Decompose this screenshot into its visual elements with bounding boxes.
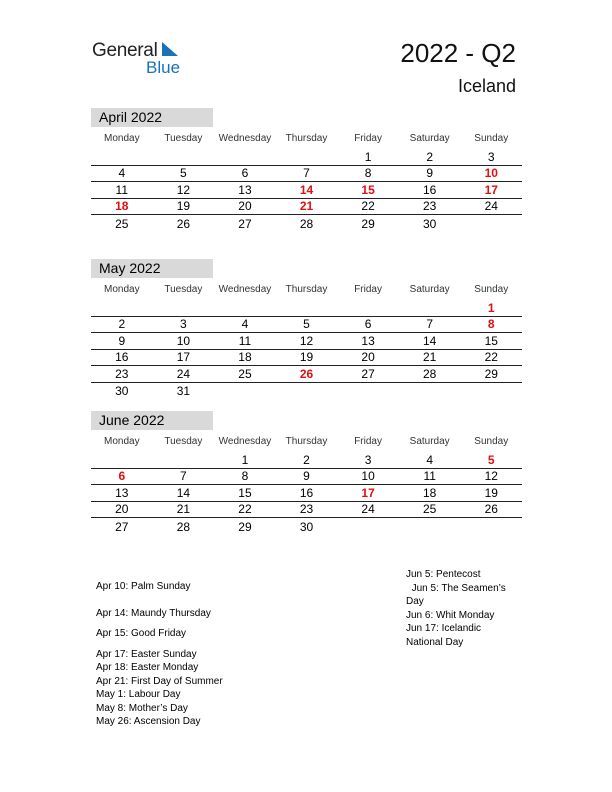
day-cell: 11 xyxy=(423,469,436,483)
holiday-item: Jun 6: Whit Monday xyxy=(406,609,495,621)
day-cell: 2 xyxy=(426,149,434,164)
day-cell: 27 xyxy=(115,519,129,534)
holiday-item: Apr 10: Palm Sunday xyxy=(96,581,191,592)
day-cell: 24 xyxy=(176,366,191,381)
day-cell: 12 xyxy=(484,469,498,483)
week-row xyxy=(91,350,522,367)
month-header: June 2022 xyxy=(91,411,213,430)
holiday-item: May 8: Mother’s Day xyxy=(96,702,188,714)
day-cell: 5 xyxy=(180,166,187,180)
day-cell: 25 xyxy=(115,216,129,231)
weekday-label: Wednesday xyxy=(218,132,272,144)
day-cell: 4 xyxy=(241,317,249,331)
day-cell: 27 xyxy=(361,366,375,381)
day-cell: 26 xyxy=(484,502,498,516)
week-row xyxy=(91,518,522,535)
week-row xyxy=(91,300,522,317)
day-cell: 26 xyxy=(299,366,314,381)
day-cell: 9 xyxy=(303,469,310,483)
holiday-item: May 1: Labour Day xyxy=(96,689,181,700)
day-cell: 4 xyxy=(426,452,434,467)
day-cell: 12 xyxy=(299,333,314,348)
month-may xyxy=(91,259,522,399)
day-cell: 3 xyxy=(487,149,495,164)
day-cell: 10 xyxy=(176,333,191,348)
day-cell: 15 xyxy=(238,485,252,500)
month-header: May 2022 xyxy=(91,259,213,278)
generalblue-logo xyxy=(92,40,192,80)
logo-blue-text: Blue xyxy=(146,58,181,77)
day-cell: 18 xyxy=(115,199,129,213)
day-cell: 6 xyxy=(364,317,372,331)
day-cell: 29 xyxy=(484,366,498,381)
holiday-item: Jun 5: The Seamen’s Day xyxy=(406,582,509,607)
day-cell: 25 xyxy=(423,502,437,516)
day-cell: 14 xyxy=(423,333,437,348)
day-cell: 3 xyxy=(180,317,187,331)
month-grid xyxy=(91,149,522,232)
holiday-list-left xyxy=(96,580,223,729)
day-cell: 31 xyxy=(176,384,191,398)
day-cell: 22 xyxy=(484,350,498,364)
day-cell: 19 xyxy=(299,350,314,364)
day-cell: 8 xyxy=(364,166,372,180)
day-cell: 15 xyxy=(484,333,498,348)
day-cell: 3 xyxy=(364,452,372,467)
day-cell: 28 xyxy=(299,216,314,231)
weekday-label: Monday xyxy=(104,132,140,144)
week-row xyxy=(91,485,522,502)
page-title: 2022 - Q2 xyxy=(400,38,516,68)
weekday-label: Tuesday xyxy=(164,435,203,447)
day-cell: 7 xyxy=(426,317,434,331)
day-cell: 5 xyxy=(487,452,495,467)
day-cell: 16 xyxy=(423,182,437,197)
logo-triangle-icon xyxy=(162,42,178,56)
week-row xyxy=(91,383,522,400)
day-cell: 14 xyxy=(299,182,314,197)
day-cell: 22 xyxy=(361,199,375,213)
weekday-header-row xyxy=(91,278,522,300)
day-cell: 28 xyxy=(423,366,437,381)
month-june xyxy=(91,411,522,535)
day-cell: 17 xyxy=(361,485,375,500)
day-cell: 18 xyxy=(423,485,437,500)
day-cell: 1 xyxy=(241,452,249,467)
week-row xyxy=(91,199,522,216)
day-cell: 30 xyxy=(299,519,314,534)
month-grid xyxy=(91,300,522,399)
holiday-item: Apr 18: Easter Monday xyxy=(96,662,199,673)
week-row xyxy=(91,149,522,166)
weekday-label: Sunday xyxy=(474,435,509,447)
holiday-item: May 26: Ascension Day xyxy=(96,716,201,727)
day-cell: 11 xyxy=(115,182,129,197)
holiday-list-right xyxy=(406,568,518,649)
weekday-label: Sunday xyxy=(474,132,509,144)
day-cell: 7 xyxy=(180,469,187,483)
day-cell: 22 xyxy=(238,502,252,516)
day-cell: 25 xyxy=(238,366,252,381)
week-row xyxy=(91,317,522,334)
day-cell: 1 xyxy=(364,149,372,164)
holiday-item: Apr 17: Easter Sunday xyxy=(96,648,197,660)
weekday-label: Thursday xyxy=(285,435,328,447)
day-cell: 17 xyxy=(484,182,498,197)
week-row xyxy=(91,502,522,519)
weekday-label: Friday xyxy=(354,283,382,295)
day-cell: 21 xyxy=(423,350,437,364)
day-cell: 10 xyxy=(361,469,375,483)
weekday-label: Saturday xyxy=(409,283,450,295)
day-cell: 20 xyxy=(238,199,252,213)
weekday-label: Saturday xyxy=(409,132,450,144)
day-cell: 29 xyxy=(238,519,252,534)
day-cell: 4 xyxy=(118,166,126,180)
day-cell: 8 xyxy=(241,469,249,483)
weekday-label: Wednesday xyxy=(218,435,272,447)
holiday-item: Apr 21: First Day of Summer xyxy=(96,675,223,687)
day-cell: 12 xyxy=(176,182,191,197)
day-cell: 1 xyxy=(487,300,495,315)
day-cell: 20 xyxy=(361,350,375,364)
day-cell: 23 xyxy=(299,502,314,516)
weekday-header-row xyxy=(91,127,522,149)
day-cell: 2 xyxy=(118,317,126,331)
day-cell: 30 xyxy=(423,216,437,231)
week-row xyxy=(91,469,522,486)
holiday-item: Apr 14: Maundy Thursday xyxy=(96,607,211,619)
week-row xyxy=(91,166,522,183)
day-cell: 21 xyxy=(176,502,191,516)
day-cell: 5 xyxy=(303,317,310,331)
day-cell: 2 xyxy=(303,452,310,467)
day-cell: 27 xyxy=(238,216,252,231)
day-cell: 8 xyxy=(487,317,495,331)
day-cell: 19 xyxy=(484,485,498,500)
day-cell: 20 xyxy=(115,502,129,516)
day-cell: 15 xyxy=(361,182,375,197)
day-cell: 26 xyxy=(176,216,191,231)
day-cell: 6 xyxy=(241,166,249,180)
weekday-label: Wednesday xyxy=(218,283,272,295)
weekday-label: Monday xyxy=(104,283,140,295)
weekday-label: Monday xyxy=(104,435,140,447)
day-cell: 30 xyxy=(115,384,129,398)
month-header: April 2022 xyxy=(91,108,213,127)
week-row xyxy=(91,452,522,469)
weekday-label: Sunday xyxy=(474,283,509,295)
day-cell: 16 xyxy=(115,350,129,364)
day-cell: 13 xyxy=(361,333,375,348)
weekday-label: Tuesday xyxy=(164,283,203,295)
holiday-item: Jun 17: Icelandic National Day xyxy=(406,623,482,648)
day-cell: 19 xyxy=(176,199,191,213)
day-cell: 23 xyxy=(423,199,437,213)
weekday-label: Saturday xyxy=(409,435,450,447)
day-cell: 10 xyxy=(484,166,498,180)
week-row xyxy=(91,215,522,232)
day-cell: 18 xyxy=(238,350,252,364)
month-grid xyxy=(91,452,522,535)
day-cell: 9 xyxy=(118,333,126,348)
holiday-item: Apr 15: Good Friday xyxy=(96,628,187,639)
day-cell: 23 xyxy=(115,366,129,381)
day-cell: 13 xyxy=(115,485,129,500)
day-cell: 24 xyxy=(361,502,375,516)
day-cell: 21 xyxy=(299,199,314,213)
logo-general-text: General xyxy=(92,40,158,61)
day-cell: 7 xyxy=(303,166,310,180)
day-cell: 28 xyxy=(176,519,191,534)
month-april xyxy=(91,108,522,232)
day-cell: 9 xyxy=(426,166,434,180)
holiday-item: Jun 5: Pentecost xyxy=(406,569,481,580)
weekday-label: Thursday xyxy=(285,283,328,295)
day-cell: 29 xyxy=(361,216,375,231)
week-row xyxy=(91,182,522,199)
day-cell: 17 xyxy=(176,350,191,364)
weekday-label: Friday xyxy=(354,435,382,447)
day-cell: 6 xyxy=(118,469,126,483)
weekday-label: Tuesday xyxy=(164,132,203,144)
day-cell: 16 xyxy=(299,485,314,500)
country-name: Iceland xyxy=(457,76,516,96)
day-cell: 14 xyxy=(176,485,191,500)
weekday-header-row xyxy=(91,430,522,452)
weekday-label: Friday xyxy=(354,132,382,144)
day-cell: 24 xyxy=(484,199,498,213)
week-row xyxy=(91,366,522,383)
day-cell: 13 xyxy=(238,182,252,197)
weekday-label: Thursday xyxy=(285,132,328,144)
day-cell: 11 xyxy=(238,333,252,348)
week-row xyxy=(91,333,522,350)
